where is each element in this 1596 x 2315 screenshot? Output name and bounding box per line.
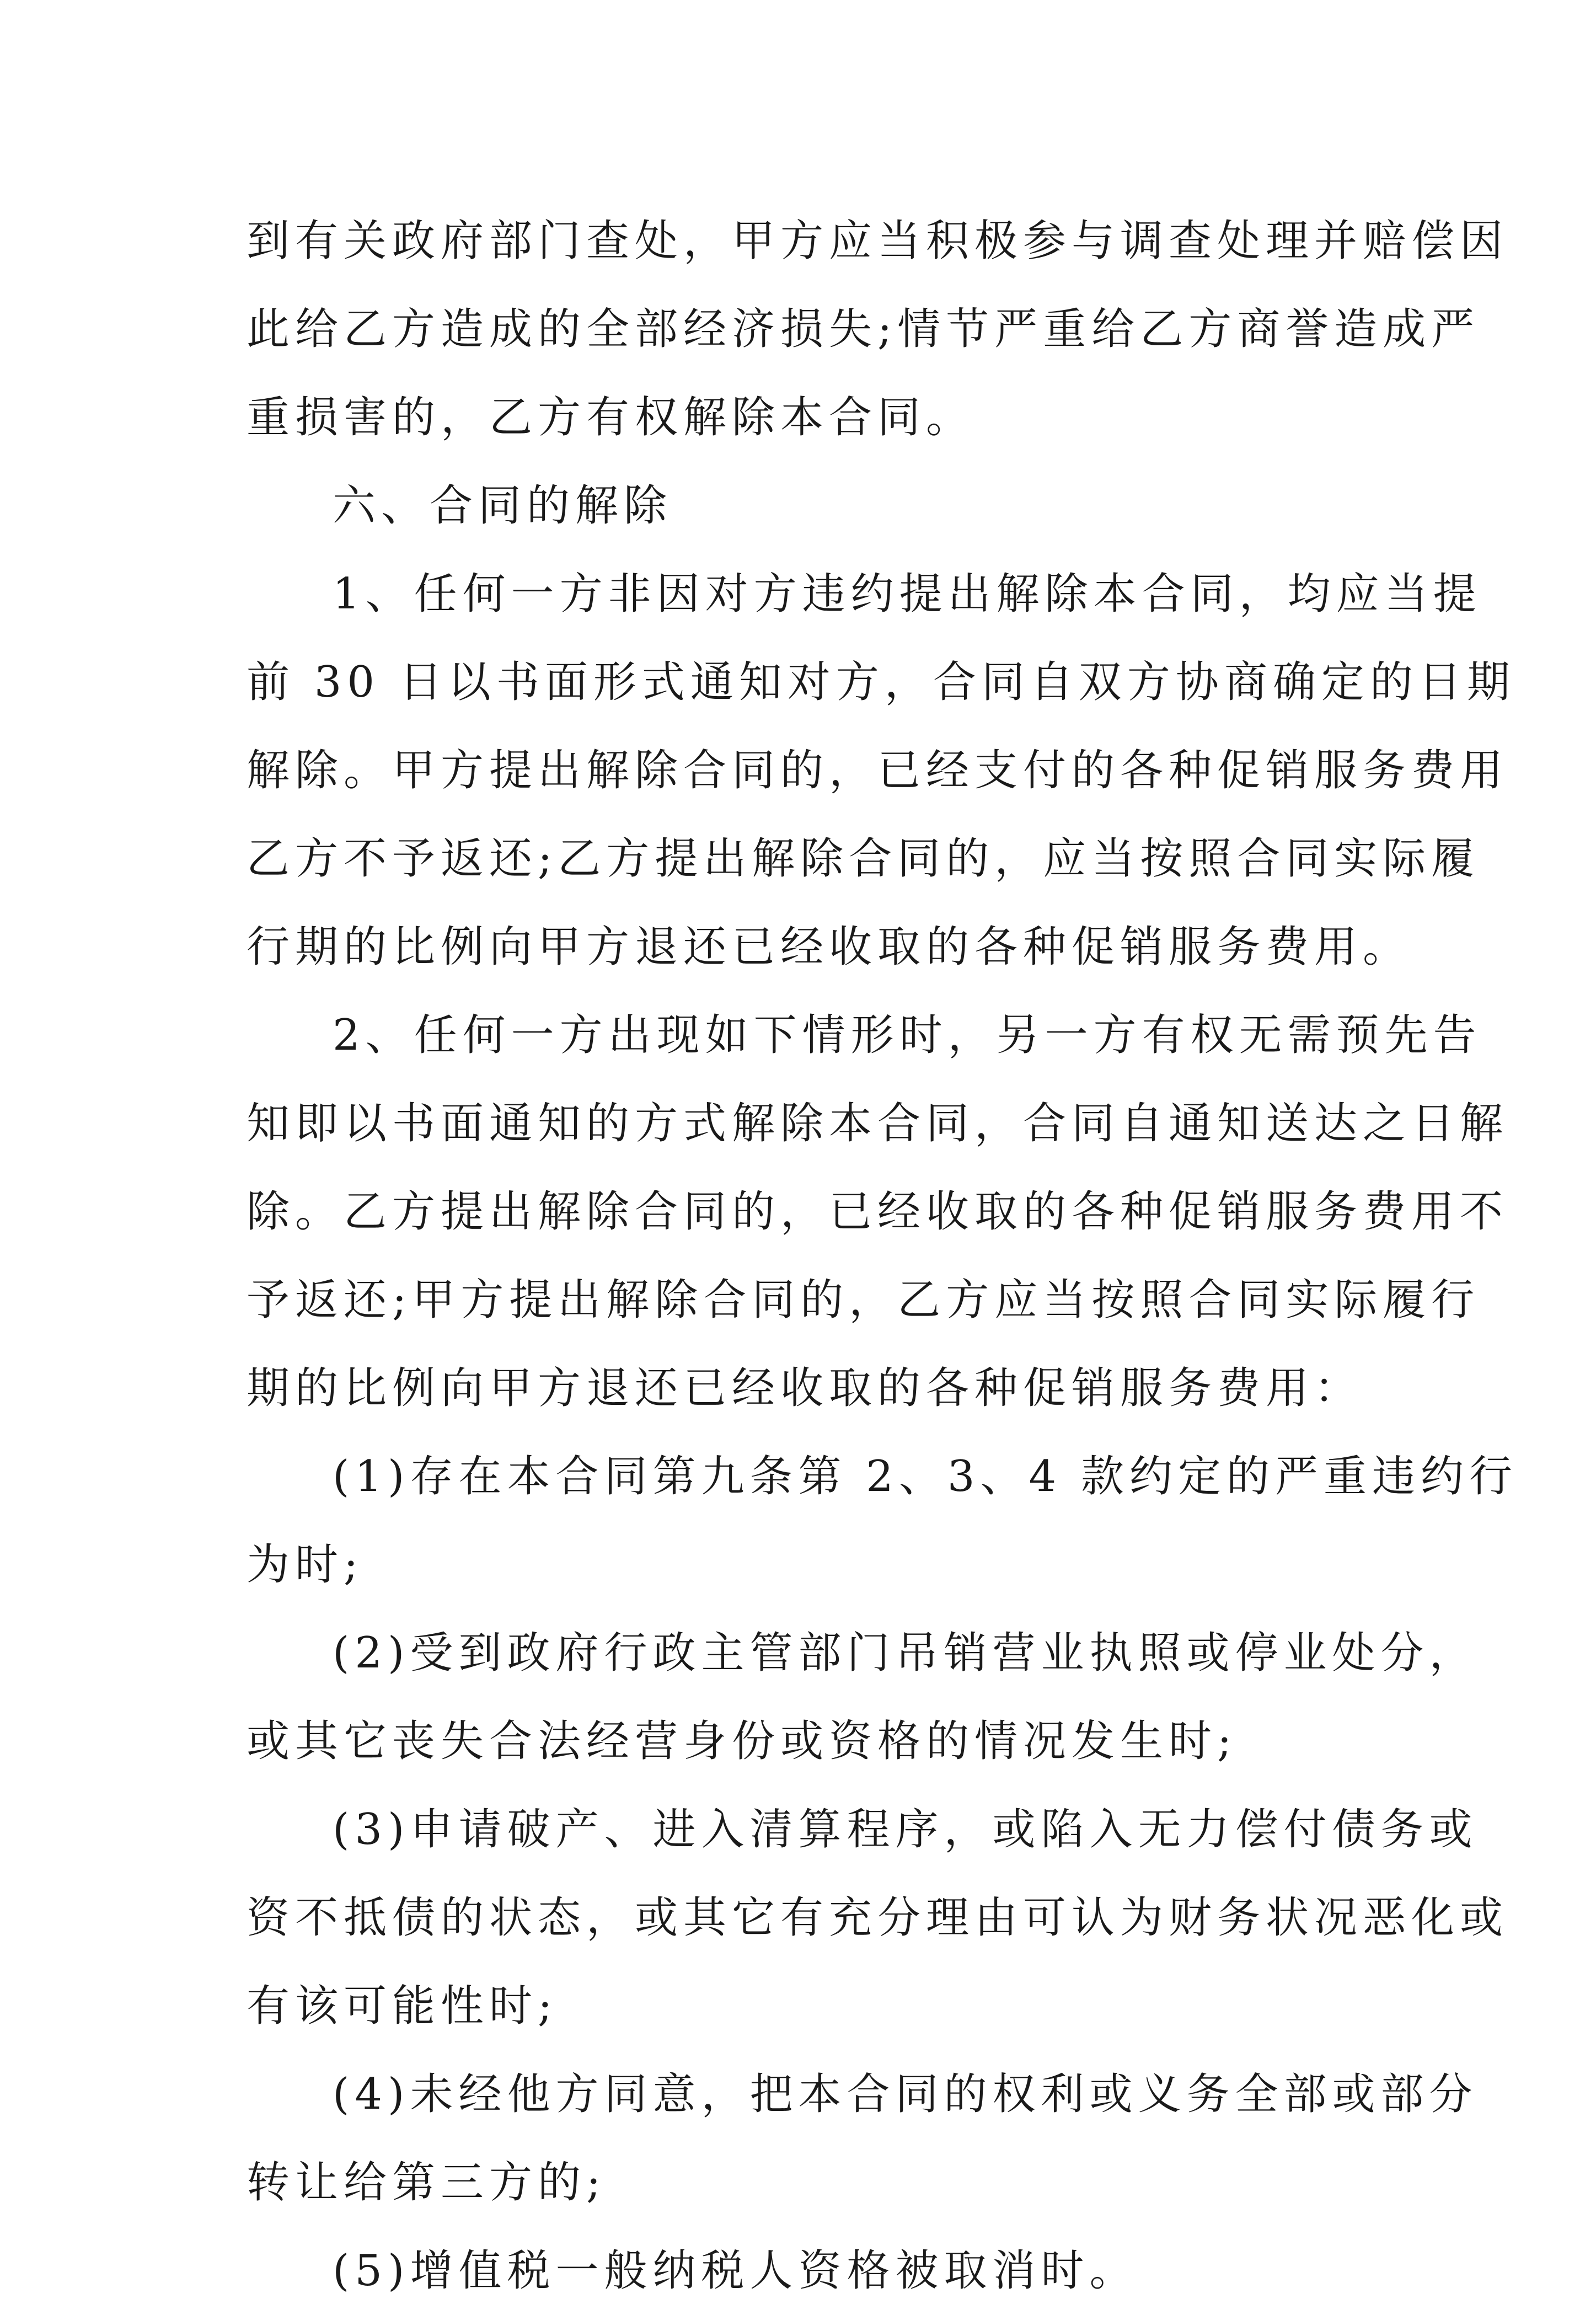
list-item-line: (4)未经他方同意，把本合同的权利或义务全部或部分 bbox=[333, 2070, 1478, 2119]
text-line: 知即以书面通知的方式解除本合同，合同自通知送达之日解 bbox=[247, 1099, 1509, 1148]
text-line: 除。乙方提出解除合同的，已经收取的各种促销服务费用不 bbox=[247, 1187, 1509, 1237]
text-line: 为时; bbox=[247, 1540, 364, 1590]
text-line: 前 30 日以书面形式通知对方，合同自双方协商确定的日期 bbox=[247, 657, 1515, 707]
text-line: 此给乙方造成的全部经济损失;情节严重给乙方商誉造成严 bbox=[247, 304, 1480, 354]
list-item-line: (2)受到政府行政主管部门吊销营业执照或停业处分， bbox=[333, 1628, 1478, 1678]
text-line: 予返还;甲方提出解除合同的，乙方应当按照合同实际履行 bbox=[247, 1275, 1480, 1325]
text-line: 或其它丧失合法经营身份或资格的情况发生时; bbox=[247, 1717, 1238, 1766]
list-item-line: (1)存在本合同第九条第 2、3、4 款约定的严重违约行 bbox=[333, 1452, 1518, 1501]
section-heading: 六、合同的解除 bbox=[333, 481, 673, 531]
text-line: 资不抵债的状态，或其它有充分理由可认为财务状况恶化或 bbox=[247, 1893, 1509, 1943]
list-item-line: (3)申请破产、进入清算程序，或陷入无力偿付债务或 bbox=[333, 1805, 1478, 1854]
text-line: 2、任何一方出现如下情形时，另一方有权无需预先告 bbox=[333, 1011, 1482, 1060]
text-line: 重损害的，乙方有权解除本合同。 bbox=[247, 393, 975, 442]
text-line: 乙方不予返还;乙方提出解除合同的，应当按照合同实际履 bbox=[247, 834, 1480, 884]
text-line: 1、任何一方非因对方违约提出解除本合同，均应当提 bbox=[333, 569, 1482, 619]
contract-text-body bbox=[247, 197, 1518, 2315]
text-line: 到有关政府部门查处，甲方应当积极参与调查处理并赔偿因 bbox=[247, 216, 1509, 266]
text-line: 行期的比例向甲方退还已经收取的各种促销服务费用。 bbox=[247, 922, 1412, 972]
list-item-line: (5)增值税一般纳税人资格被取消时。 bbox=[333, 2246, 1138, 2296]
text-line: 有该可能性时; bbox=[247, 1981, 558, 2031]
text-line: 期的比例向甲方退还已经收取的各种促销服务费用： bbox=[247, 1364, 1363, 1413]
text-line: 转让给第三方的; bbox=[247, 2158, 607, 2207]
text-line: 解除。甲方提出解除合同的，已经支付的各种促销服务费用 bbox=[247, 746, 1509, 795]
